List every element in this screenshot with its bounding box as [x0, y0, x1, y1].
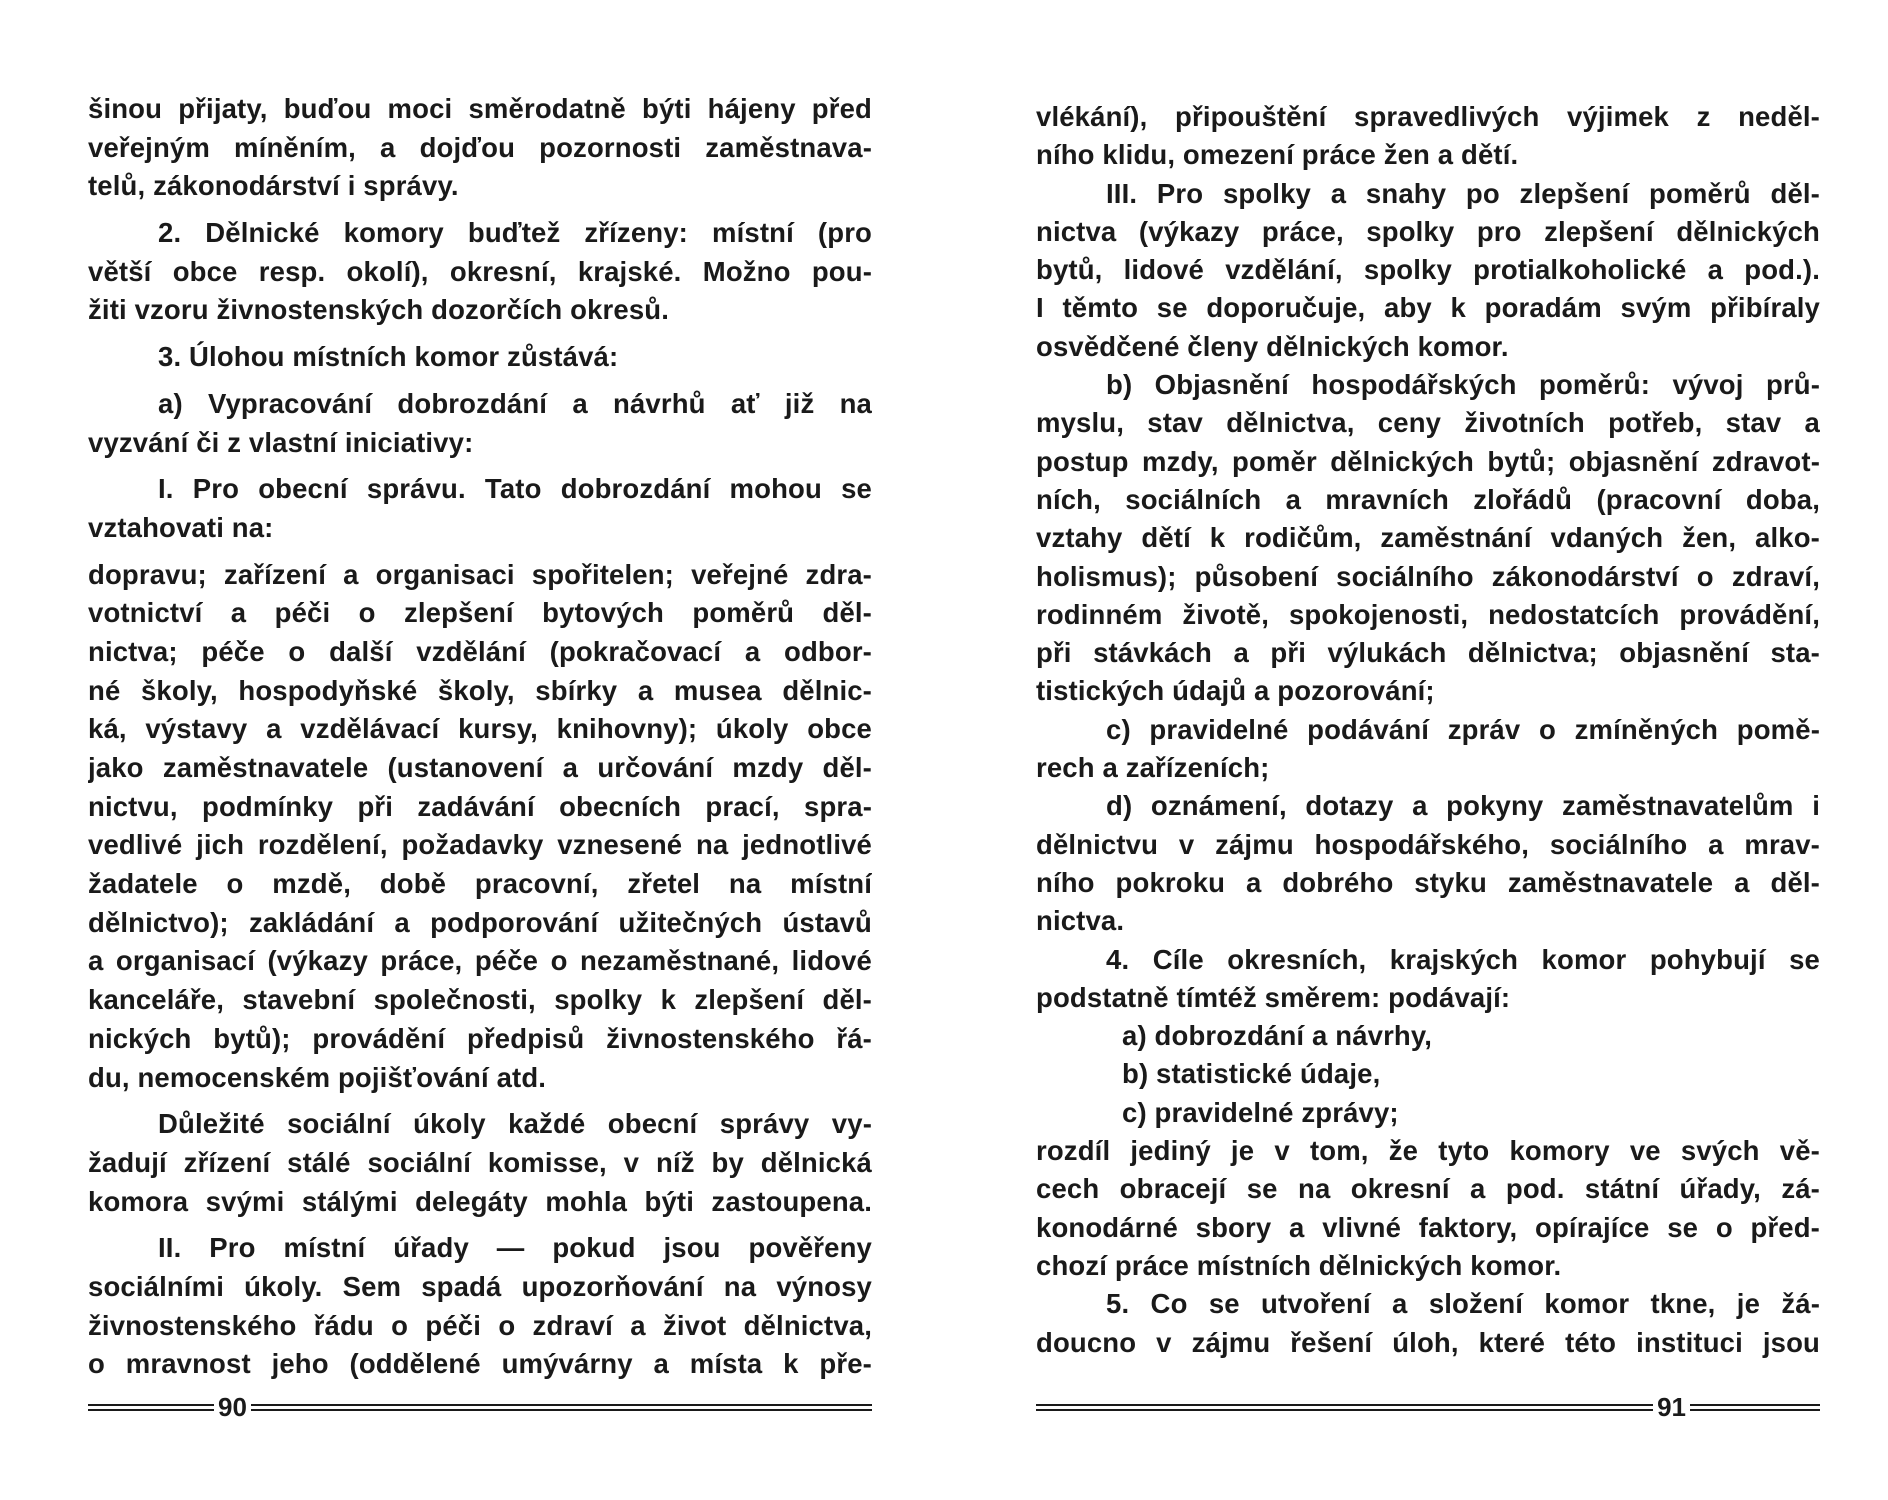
right-page-text: [1036, 98, 1820, 1362]
text-line: bytů, lidové vzdělání, spolky protialkoholické a pod.).: [1036, 254, 1820, 286]
text-line: b) Objasnění hospodářských poměrů: vývoj prů-: [1106, 369, 1820, 401]
text-line: 2. Dělnické komory buďtež zřízeny: místní (pro: [158, 217, 872, 249]
text-line: nictva; péče o další vzdělání (pokračovací a odbor-: [88, 635, 872, 667]
text-line: postup mzdy, poměr dělnických bytů; objasnění zdravot-: [1036, 445, 1820, 477]
right-page: [1036, 0, 1820, 1500]
text-line: du, nemocenském pojišťování atd.: [88, 1061, 547, 1093]
text-line: podstatně tímtéž směrem: podávají:: [1036, 981, 1511, 1013]
text-line: dopravu; zařízení a organisaci spořitelen; veřejné zdra-: [88, 558, 872, 590]
text-line: vztahy dětí k rodičům, zaměstnání vdaných žen, alko-: [1036, 522, 1820, 554]
text-line: kanceláře, stavební společnosti, spolky k zlepšení děl-: [88, 984, 872, 1016]
left-page: [88, 0, 872, 1500]
text-line: konodárné sbory a vlivné faktory, opírajíce se o před-: [1036, 1211, 1820, 1243]
text-line: d) oznámení, dotazy a pokyny zaměstnavatelům i: [1106, 790, 1820, 822]
footer-rule: [251, 1404, 872, 1411]
text-line: dělnictvu v zájmu hospodářského, sociálního a mrav-: [1036, 828, 1820, 860]
page-footer: [88, 1392, 872, 1422]
text-line: žadují zřízení stálé sociální komisse, v níž by dělnická: [88, 1146, 872, 1178]
page-number: 90: [218, 1392, 247, 1422]
footer-rule: [1690, 1404, 1820, 1411]
text-line: rozdíl jediný je v tom, že tyto komory ve svých vě-: [1036, 1135, 1820, 1167]
text-line: Důležité sociální úkoly každé obecní správy vy-: [158, 1108, 872, 1140]
text-line: 4. Cíle okresních, krajských komor pohybují se: [1106, 943, 1820, 975]
text-line: žadatele o mzdě, době pracovní, zřetel na místní: [88, 868, 872, 900]
page-number: 91: [1657, 1392, 1686, 1422]
text-line: ká, výstavy a vzdělávací kursy, knihovny); úkoly obce: [88, 713, 872, 745]
text-line: 3. Úlohou místních komor zůstává:: [158, 341, 619, 373]
text-line: tistických údajů a pozorování;: [1036, 675, 1435, 707]
text-line: votnictví a péči o zlepšení bytových poměrů děl-: [88, 597, 872, 629]
text-line: nictvu, podmínky při zadávání obecních prací, spra-: [88, 790, 872, 822]
text-line: nictva (výkazy práce, spolky pro zlepšení dělnických: [1036, 215, 1820, 247]
text-line: živnostenského řádu o péči o zdraví a život dělnictva,: [88, 1309, 872, 1341]
text-line: c) pravidelné zprávy;: [1122, 1096, 1399, 1128]
text-line: III. Pro spolky a snahy po zlepšení poměrů děl-: [1106, 177, 1820, 209]
text-line: osvědčené členy dělnických komor.: [1036, 330, 1509, 362]
text-line: nictva.: [1036, 905, 1125, 937]
text-line: veřejným míněním, a dojďou pozornosti zaměstnava-: [88, 131, 872, 163]
text-line: I těmto se doporučuje, aby k poradám svým přibíraly: [1036, 292, 1820, 324]
text-line: a organisací (výkazy práce, péče o nezaměstnané, lidové: [88, 945, 872, 977]
text-line: doucno v zájmu řešení úloh, které této instituci jsou: [1036, 1326, 1820, 1358]
text-line: a) Vypracování dobrozdání a návrhů ať již na: [158, 387, 872, 419]
text-line: a) dobrozdání a návrhy,: [1122, 1020, 1433, 1052]
text-line: komora svými stálými delegáty mohla býti zastoupena.: [88, 1185, 872, 1217]
footer-rule: [1036, 1404, 1653, 1411]
text-line: c) pravidelné podávání zpráv o zmíněných pomě-: [1106, 713, 1820, 745]
text-line: 5. Co se utvoření a složení komor tkne, je žá-: [1106, 1288, 1820, 1320]
text-line: nických bytů); provádění předpisů živnostenského řá-: [88, 1022, 872, 1054]
text-line: ního pokroku a dobrého styku zaměstnavatele a děl-: [1036, 866, 1820, 898]
text-line: II. Pro místní úřady — pokud jsou pověřeny: [158, 1232, 872, 1264]
text-line: ního klidu, omezení práce žen a dětí.: [1036, 139, 1519, 171]
text-line: o mravnost jeho (oddělené umývárny a místa k pře-: [88, 1348, 872, 1380]
text-line: I. Pro obecní správu. Tato dobrozdání mohou se: [158, 473, 872, 505]
text-line: při stávkách a při výlukách dělnictva; objasnění sta-: [1036, 637, 1820, 669]
text-line: b) statistické údaje,: [1122, 1058, 1381, 1090]
text-line: sociálními úkoly. Sem spadá upozorňování na výnosy: [88, 1270, 872, 1302]
text-line: rech a zařízeních;: [1036, 752, 1270, 784]
text-line: chozí práce místních dělnických komor.: [1036, 1249, 1562, 1281]
text-line: žiti vzoru živnostenských dozorčích okresů.: [88, 294, 670, 326]
text-line: vlékání), připouštění spravedlivých výjimek z neděl-: [1036, 101, 1820, 132]
text-line: šinou přijaty, buďou moci směrodatně býti hájeny před: [88, 93, 872, 124]
footer-rule: [88, 1404, 214, 1411]
text-line: dělnictvo); zakládání a podporování užitečných ústavů: [88, 906, 872, 938]
text-line: né školy, hospodyňské školy, sbírky a musea dělnic-: [88, 674, 872, 706]
page-footer: [1036, 1392, 1820, 1422]
text-line: jako zaměstnavatele (ustanovení a určování mzdy děl-: [88, 752, 872, 783]
text-line: myslu, stav dělnictva, ceny životních potřeb, stav a: [1036, 407, 1820, 439]
text-line: vyzvání či z vlastní iniciativy:: [88, 426, 474, 458]
text-line: holismus); působení sociálního zákonodárství o zdraví,: [1036, 560, 1820, 592]
text-line: vztahovati na:: [88, 511, 274, 543]
text-line: cech obracejí se na okresní a pod. státní úřady, zá-: [1036, 1173, 1820, 1205]
text-line: rodinném životě, spokojenosti, nedostatcích provádění,: [1036, 598, 1820, 630]
text-line: telů, zákonodárství i správy.: [88, 170, 459, 202]
text-line: ních, sociálních a mravních zlořádů (pracovní doba,: [1036, 483, 1820, 515]
text-line: vedlivé jich rozdělení, požadavky vznesené na jednotlivé: [88, 829, 872, 861]
text-line: větší obce resp. okolí), okresní, krajské. Možno pou-: [88, 255, 872, 287]
left-page-text: [88, 90, 872, 1384]
